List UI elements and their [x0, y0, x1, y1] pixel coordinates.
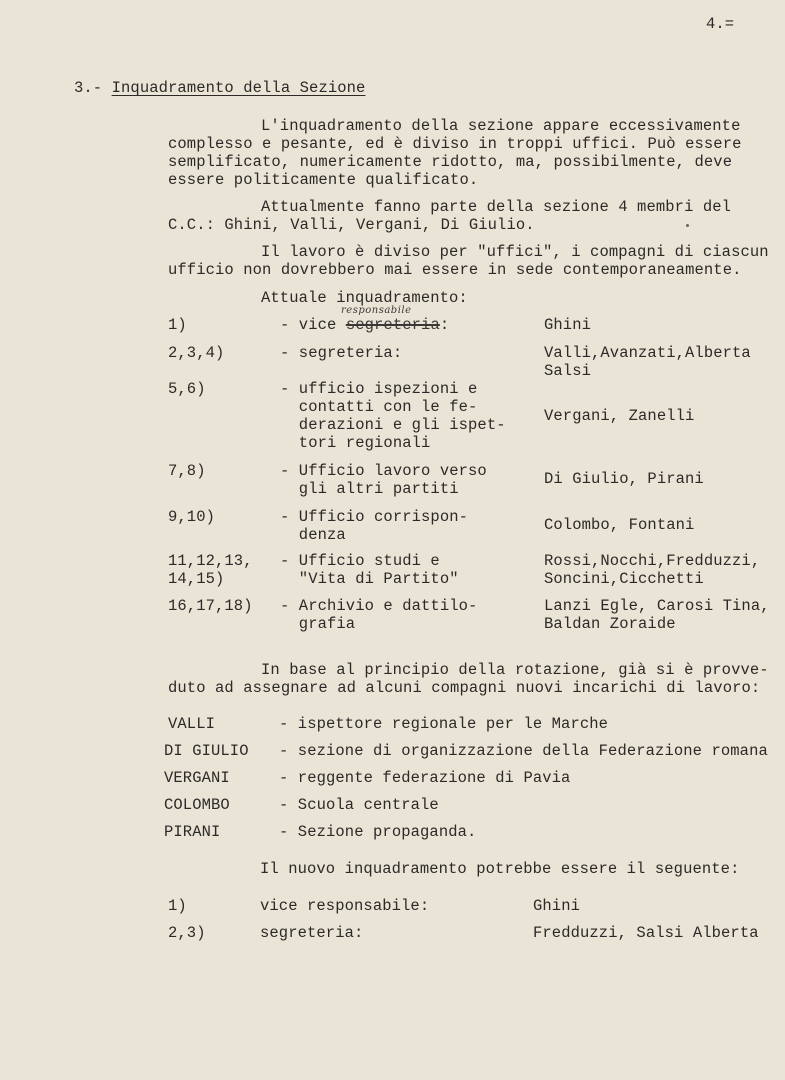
table-row-role: - Ufficio corrispon- denza — [280, 508, 469, 544]
section-heading-title: Inquadramento della Sezione — [111, 79, 366, 97]
new-row-role: vice responsabile: — [260, 897, 430, 915]
table-row-names: Valli,Avanzati,Alberta Salsi — [544, 344, 751, 380]
struck-word: segreteria — [345, 316, 440, 334]
table-row-names: Ghini — [544, 316, 592, 334]
table-row-num: 16,17,18) — [168, 597, 253, 615]
rotation-paragraph: In base al principio della rotazione, già si è provve- duto ad assegnare ad alcuni compagni nuovi incarichi di lavoro: — [168, 661, 769, 697]
assignment-name: VALLI — [168, 715, 216, 733]
new-setup-heading: Il nuovo inquadramento potrebbe essere il seguente: — [260, 860, 740, 878]
assignment-task: - sezione di organizzazione della Federazione romana — [279, 742, 768, 760]
table-row-role: - Ufficio studi e "Vita di Partito" — [280, 552, 459, 588]
assignment-name: PIRANI — [164, 823, 221, 841]
assignment-task: - ispettore regionale per le Marche — [279, 715, 609, 733]
table-row-num: 11,12,13, 14,15) — [168, 552, 253, 588]
current-setup-heading: Attuale inquadramento: — [261, 289, 468, 307]
new-row-num: 1) — [168, 897, 187, 915]
assignment-task: - Sezione propaganda. — [279, 823, 477, 841]
new-row-names: Ghini — [533, 897, 581, 915]
assignment-name: COLOMBO — [164, 796, 230, 814]
new-row-names: Fredduzzi, Salsi Alberta — [533, 924, 759, 942]
table-row-names: Di Giulio, Pirani — [544, 470, 704, 488]
members-paragraph: Attualmente fanno parte della sezione 4 membri del C.C.: Ghini, Valli, Vergani, Di Giulio. — [168, 198, 732, 234]
table-row-num: 2,3,4) — [168, 344, 225, 362]
table-row-role: - Ufficio lavoro verso gli altri partiti — [280, 462, 487, 498]
new-row-role: segreteria: — [260, 924, 364, 942]
intro-paragraph: L'inquadramento della sezione appare eccessivamente complesso e pesante, ed è diviso in troppi uffici. Può essere semplificato, numericamente ridotto, ma, possibilmente, deve essere politicamente qualificato. — [168, 117, 742, 189]
table-row-num: 5,6) — [168, 380, 206, 398]
table-row-role: - ufficio ispezioni e contatti con le fe- derazioni e gli ispet- tori regionali — [280, 380, 506, 452]
assignment-name: DI GIULIO — [164, 742, 249, 760]
handwritten-correction: responsabile — [341, 305, 412, 316]
assignment-task: - Scuola centrale — [279, 796, 439, 814]
offices-paragraph: Il lavoro è diviso per "uffici", i compagni di ciascun ufficio non dovrebbero mai essere in sede contemporaneamente. — [168, 243, 769, 279]
section-heading-number: 3.- — [74, 79, 112, 97]
table-row-num: 9,10) — [168, 508, 216, 526]
table-row-names: Lanzi Egle, Carosi Tina, Baldan Zoraide — [544, 597, 770, 633]
ink-speck — [686, 224, 689, 227]
table-row-num: 1) — [168, 316, 187, 334]
table-row-names: Rossi,Nocchi,Fredduzzi, Soncini,Cicchetti — [544, 552, 761, 588]
table-row-names: Vergani, Zanelli — [544, 407, 695, 425]
assignment-task: - reggente federazione di Pavia — [279, 769, 571, 787]
assignment-name: VERGANI — [164, 769, 230, 787]
table-row-role: - segreteria: — [280, 344, 403, 362]
table-row-num: 7,8) — [168, 462, 206, 480]
new-row-num: 2,3) — [168, 924, 206, 942]
table-row-role: - vice segreteria: — [280, 316, 450, 334]
section-heading — [74, 79, 365, 97]
table-row-role: - Archivio e dattilo- grafia — [280, 597, 478, 633]
page-number: 4.= — [706, 15, 735, 33]
table-row-names: Colombo, Fontani — [544, 516, 695, 534]
